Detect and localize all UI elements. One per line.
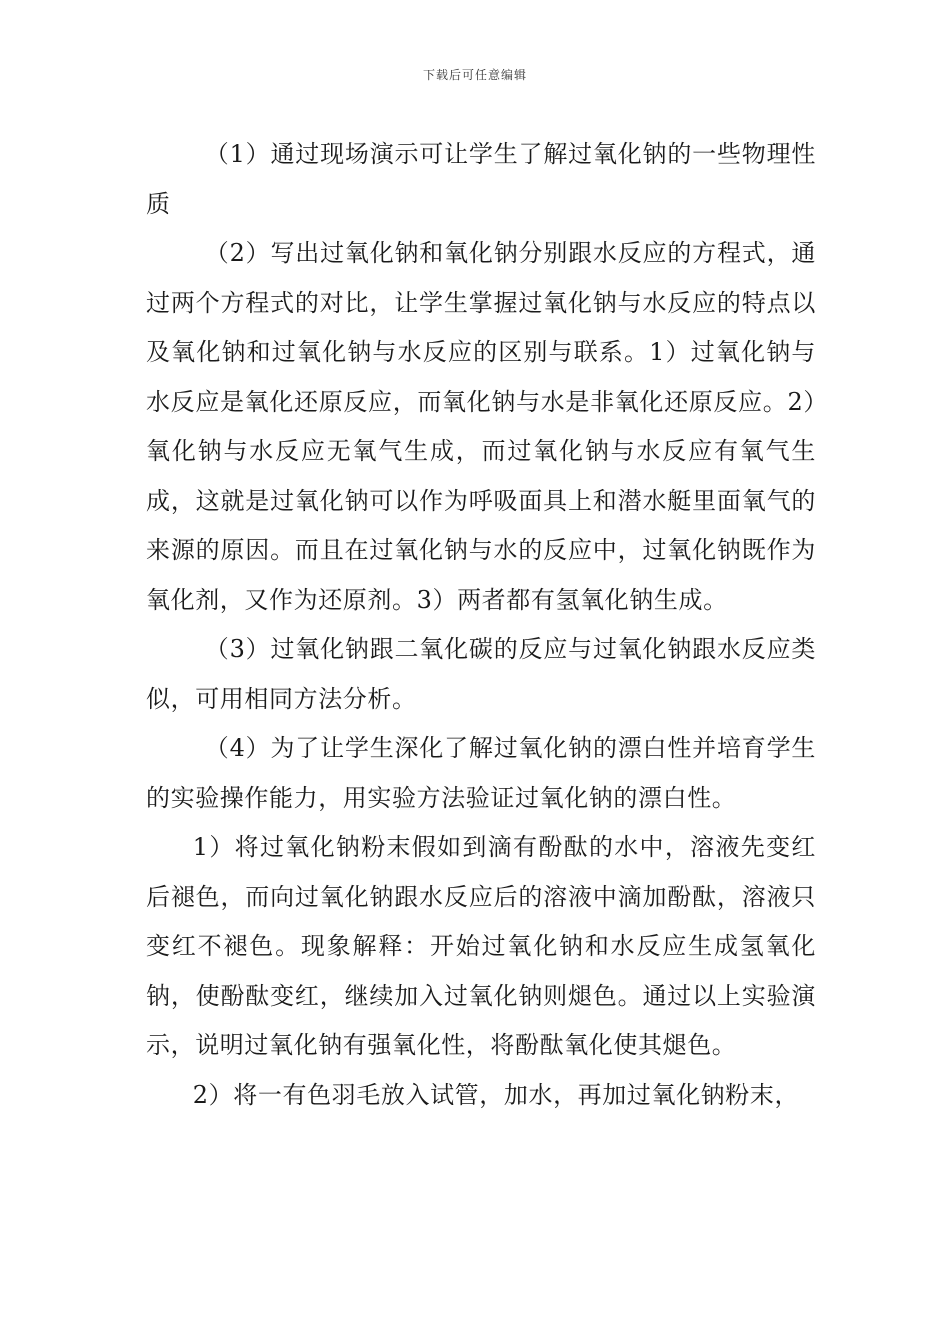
page-header: 下载后可任意编辑	[422, 68, 527, 82]
paragraph-5: 1）将过氧化钠粉末假如到滴有酚酞的水中，溶液先变红后褪色，而向过氧化钠跟水反应后的溶液中滴加酚酞，溶液只变红不褪色。现象解释：开始过氧化钠和水反应生成氢氧化钠，使酚酞变红，继续加入过氧化钠则煺色。通过以上实验演示，说明过氧化钠有强氧化性，将酚酞氧化使其煺色。	[146, 833, 816, 1059]
paragraph-3: （3）过氧化钠跟二氧化碳的反应与过氧化钠跟水反应类似，可用相同方法分析。	[146, 635, 816, 713]
paragraph-6: 2）将一有色羽毛放入试管，加水，再加过氧化钠粉末，	[192, 1080, 800, 1109]
paragraph-4: （4）为了让学生深化了解过氧化钠的漂白性并培育学生的实验操作能力，用实验方法验证过氧化钠的漂白性。	[146, 734, 816, 812]
document-body	[146, 130, 816, 1120]
paragraph-1: （1）通过现场演示可让学生了解过氧化钠的一些物理性质	[146, 140, 816, 218]
paragraph-2: （2）写出过氧化钠和氧化钠分别跟水反应的方程式，通过两个方程式的对比，让学生掌握过氧化钠与水反应的特点以及氧化钠和过氧化钠与水反应的区别与联系。1）过氧化钠与水反应是氧化还原反应，而氧化钠与水是非氧化还原反应。2）氧化钠与水反应无氧气生成，而过氧化钠与水反应有氧气生成，这就是过氧化钠可以作为呼吸面具上和潜水艇里面氧气的来源的原因。而且在过氧化钠与水的反应中，过氧化钠既作为氧化剂，又作为还原剂。3）两者都有氢氧化钠生成。	[146, 239, 816, 614]
